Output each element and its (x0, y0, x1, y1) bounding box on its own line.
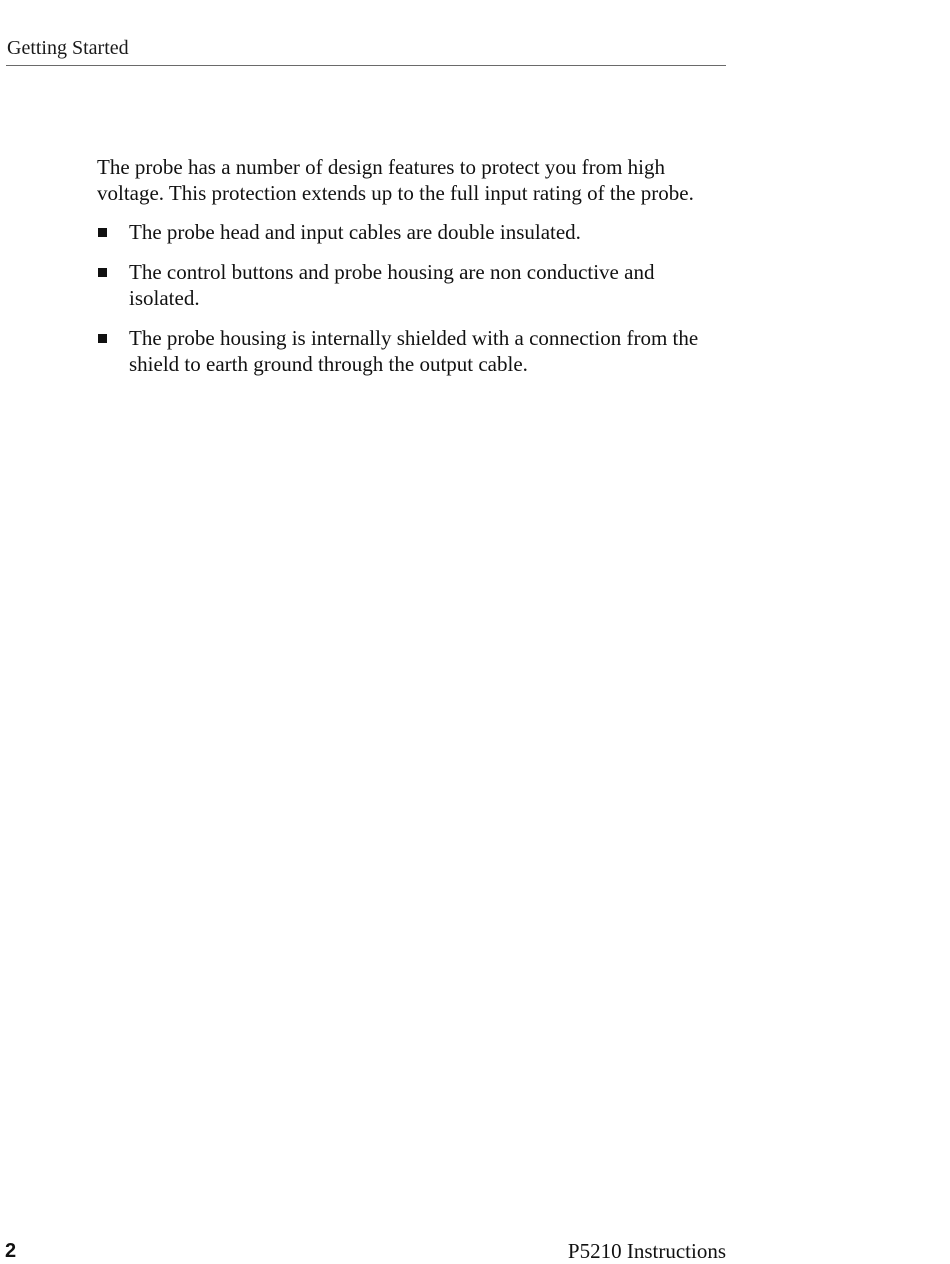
list-item (97, 219, 727, 245)
feature-list (97, 219, 727, 377)
square-bullet-icon (98, 334, 107, 343)
section-header: Getting Started (7, 37, 129, 59)
page-number: 2 (5, 1240, 17, 1262)
list-item-text: The probe head and input cables are double insulated. (129, 220, 581, 244)
list-item-text: The probe housing is internally shielded with a connection from the shield to earth ground through the output cable. (129, 326, 699, 376)
list-item (97, 259, 727, 311)
square-bullet-icon (98, 268, 107, 277)
header-divider (6, 65, 726, 66)
document-title: P5210 Instructions (567, 1239, 726, 1263)
main-content (97, 154, 727, 391)
intro-paragraph: The probe has a number of design features to protect you from high voltage. This protection extends up to the full input rating of the probe. (97, 155, 694, 205)
list-item-text: The control buttons and probe housing are non conductive and isolated. (129, 260, 655, 310)
list-item (97, 325, 727, 377)
square-bullet-icon (98, 228, 107, 237)
